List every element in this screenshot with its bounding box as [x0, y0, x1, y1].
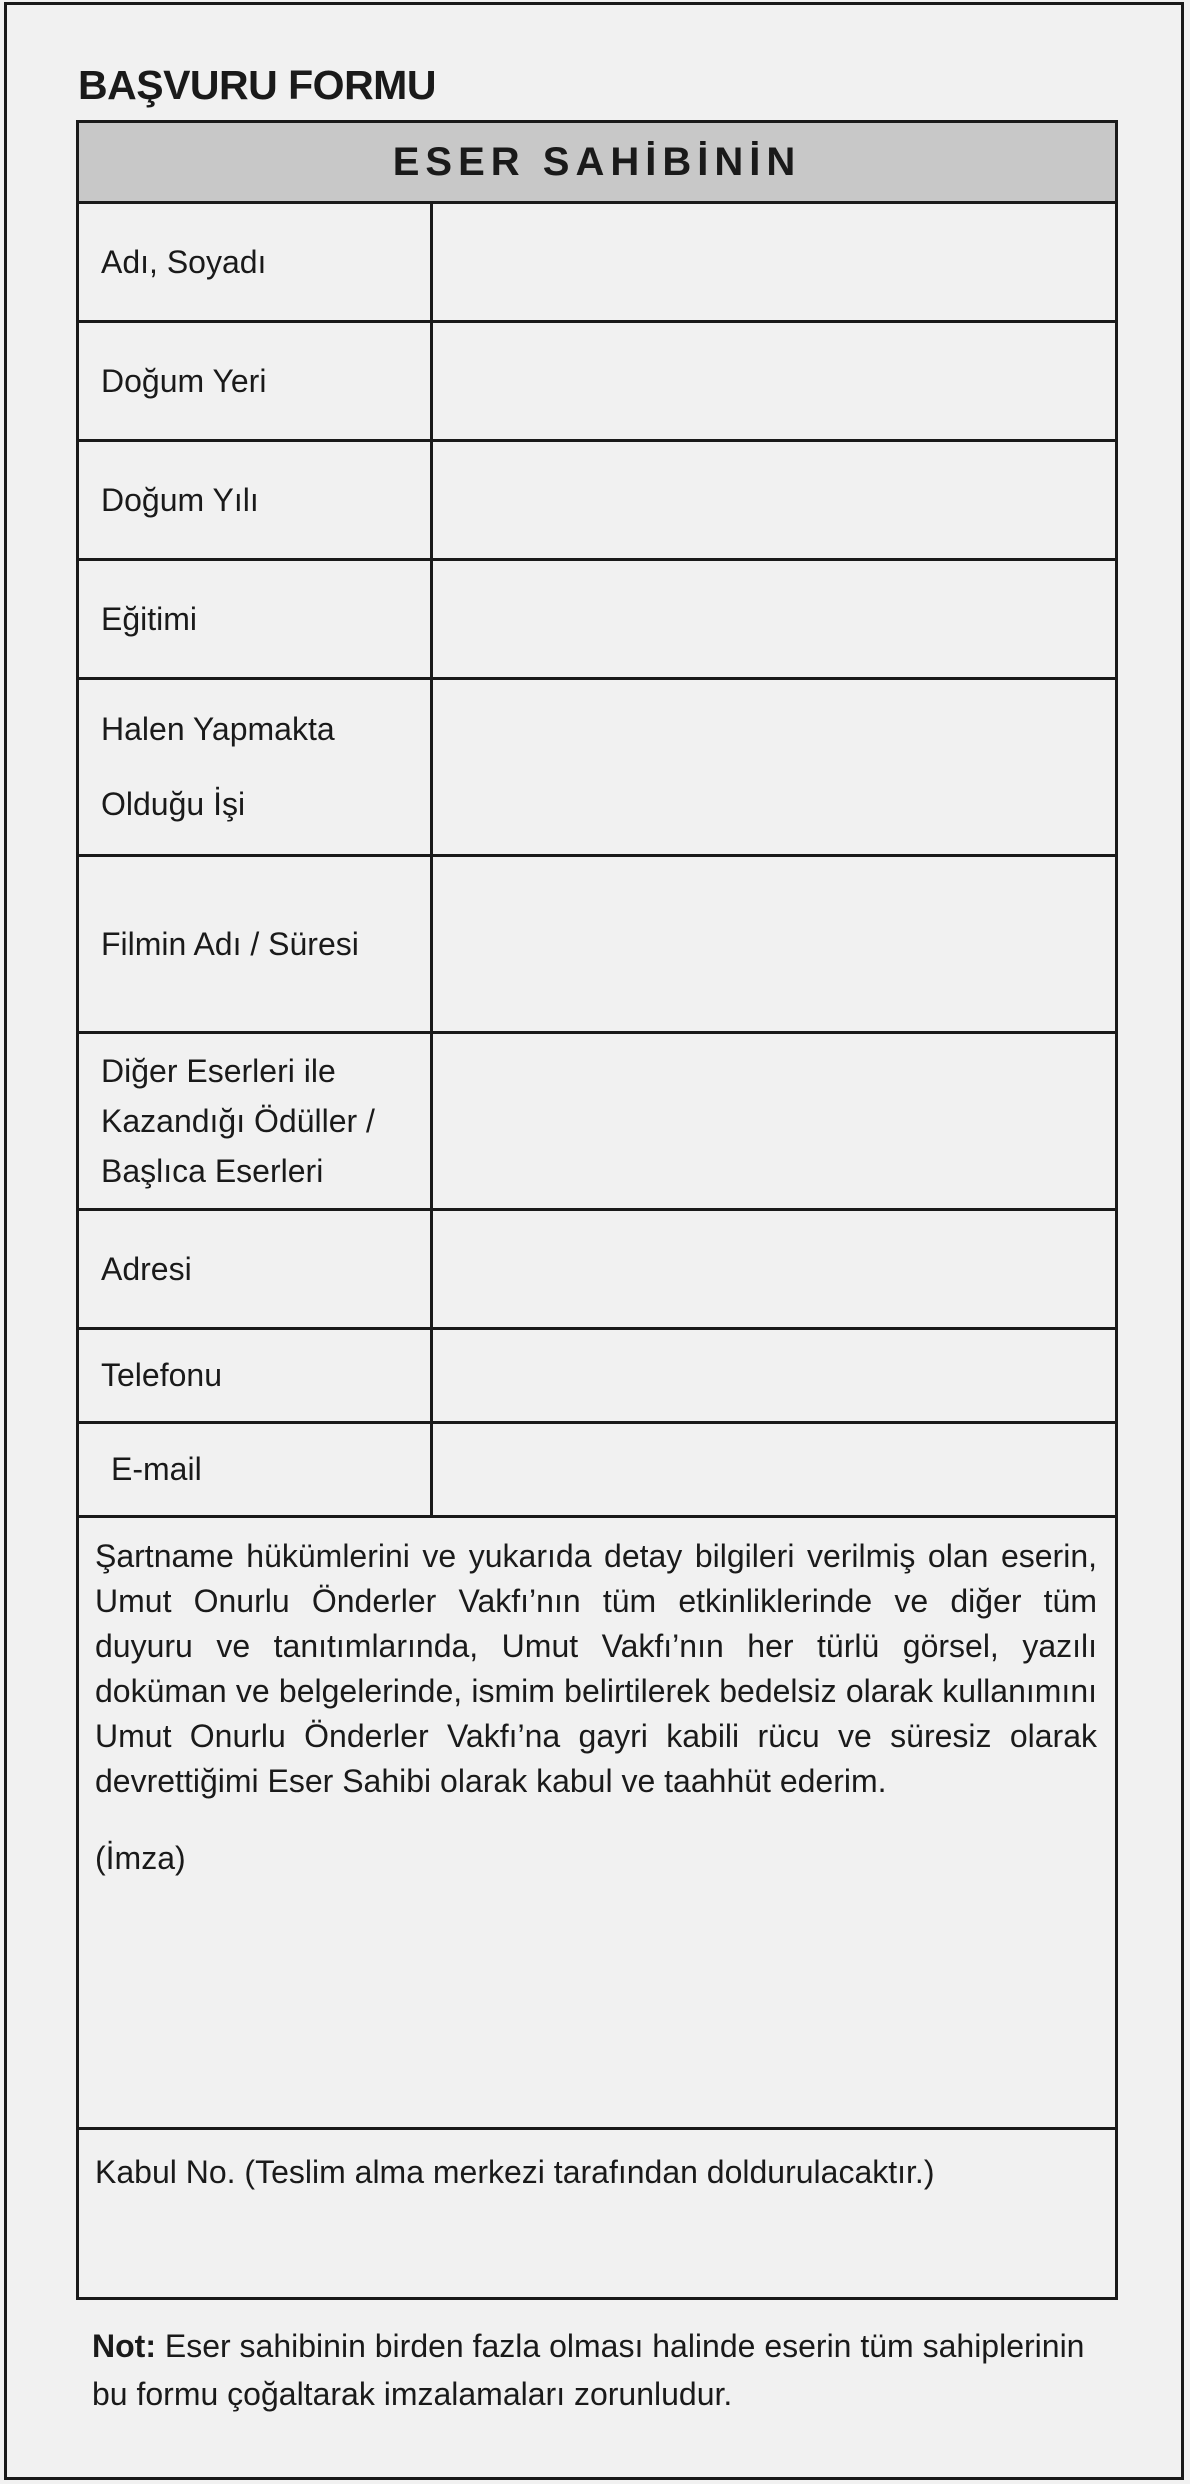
declaration-section [79, 1518, 1115, 2130]
application-form [76, 120, 1118, 2300]
input-address[interactable] [433, 1211, 1115, 1327]
label-other-works-line2: Kazandığı Ödüller / [101, 1103, 375, 1139]
label-phone [79, 1330, 433, 1421]
section-header: ESER SAHİBİNİN [79, 123, 1115, 204]
label-education-text: Eğitimi [101, 600, 198, 637]
acceptance-number-field [79, 2130, 1115, 2297]
input-other-works[interactable] [433, 1034, 1115, 1208]
label-address-text: Adresi [101, 1250, 192, 1287]
row-email [79, 1424, 1115, 1518]
signature-label: (İmza) [95, 1840, 186, 1876]
form-title: BAŞVURU FORMU [78, 62, 436, 108]
note-text: Eser sahibinin birden fazla olması halinde eserin tüm sahiplerinin bu formu çoğaltarak imzalamaları zorunludur. [92, 2328, 1085, 2412]
row-film-name [79, 857, 1115, 1034]
row-other-works [79, 1034, 1115, 1211]
label-other-works [79, 1034, 433, 1208]
label-current-job-line2: Olduğu İşi [101, 786, 246, 822]
label-full-name [79, 204, 433, 320]
input-phone[interactable] [433, 1330, 1115, 1421]
label-other-works-line1: Diğer Eserleri ile [101, 1053, 336, 1089]
row-birth-place [79, 323, 1115, 442]
row-full-name [79, 204, 1115, 323]
label-education [79, 561, 433, 677]
label-full-name-text: Adı, Soyadı [101, 243, 267, 280]
label-film-name [79, 857, 433, 1031]
input-education[interactable] [433, 561, 1115, 677]
label-current-job [79, 680, 433, 854]
footnote [92, 2322, 1122, 2418]
input-current-job[interactable] [433, 680, 1115, 854]
label-film-name-text: Filmin Adı / Süresi [101, 925, 359, 962]
row-address [79, 1211, 1115, 1330]
row-phone [79, 1330, 1115, 1424]
label-email-text: E-mail [111, 1451, 202, 1487]
label-phone-text: Telefonu [101, 1357, 222, 1393]
row-birth-year [79, 442, 1115, 561]
label-birth-year-text: Doğum Yılı [101, 481, 259, 518]
label-other-works-line3: Başlıca Eserleri [101, 1153, 324, 1189]
label-birth-place-text: Doğum Yeri [101, 362, 267, 399]
note-prefix: Not: [92, 2328, 156, 2364]
label-address [79, 1211, 433, 1327]
declaration-text: Şartname hükümlerini ve yukarıda detay bilgileri verilmiş olan eserin, Umut Onurlu Önderler Vakfı’nın tüm etkinliklerinde ve diğer tüm duyuru ve tanıtımlarında, Umut Vakfı’nın her türlü görsel, yazılı doküman ve belgelerinde, ismim belirtilerek bedelsiz olarak kullanımını Umut Onurlu Önderler Vakfı’na gayri kabili rücu ve süresiz olarak devrettiğimi Eser Sahibi olarak kabul ve taahhüt ederim. [95, 1538, 1097, 1799]
row-current-job [79, 680, 1115, 857]
input-birth-year[interactable] [433, 442, 1115, 558]
row-education [79, 561, 1115, 680]
input-full-name[interactable] [433, 204, 1115, 320]
input-film-name[interactable] [433, 857, 1115, 1031]
input-birth-place[interactable] [433, 323, 1115, 439]
input-email[interactable] [433, 1424, 1115, 1515]
label-birth-year [79, 442, 433, 558]
acceptance-label: Kabul No. (Teslim alma merkezi tarafından doldurulacaktır.) [95, 2154, 935, 2190]
label-current-job-line1: Halen Yapmakta [101, 711, 335, 747]
label-birth-place [79, 323, 433, 439]
label-email [79, 1424, 433, 1515]
